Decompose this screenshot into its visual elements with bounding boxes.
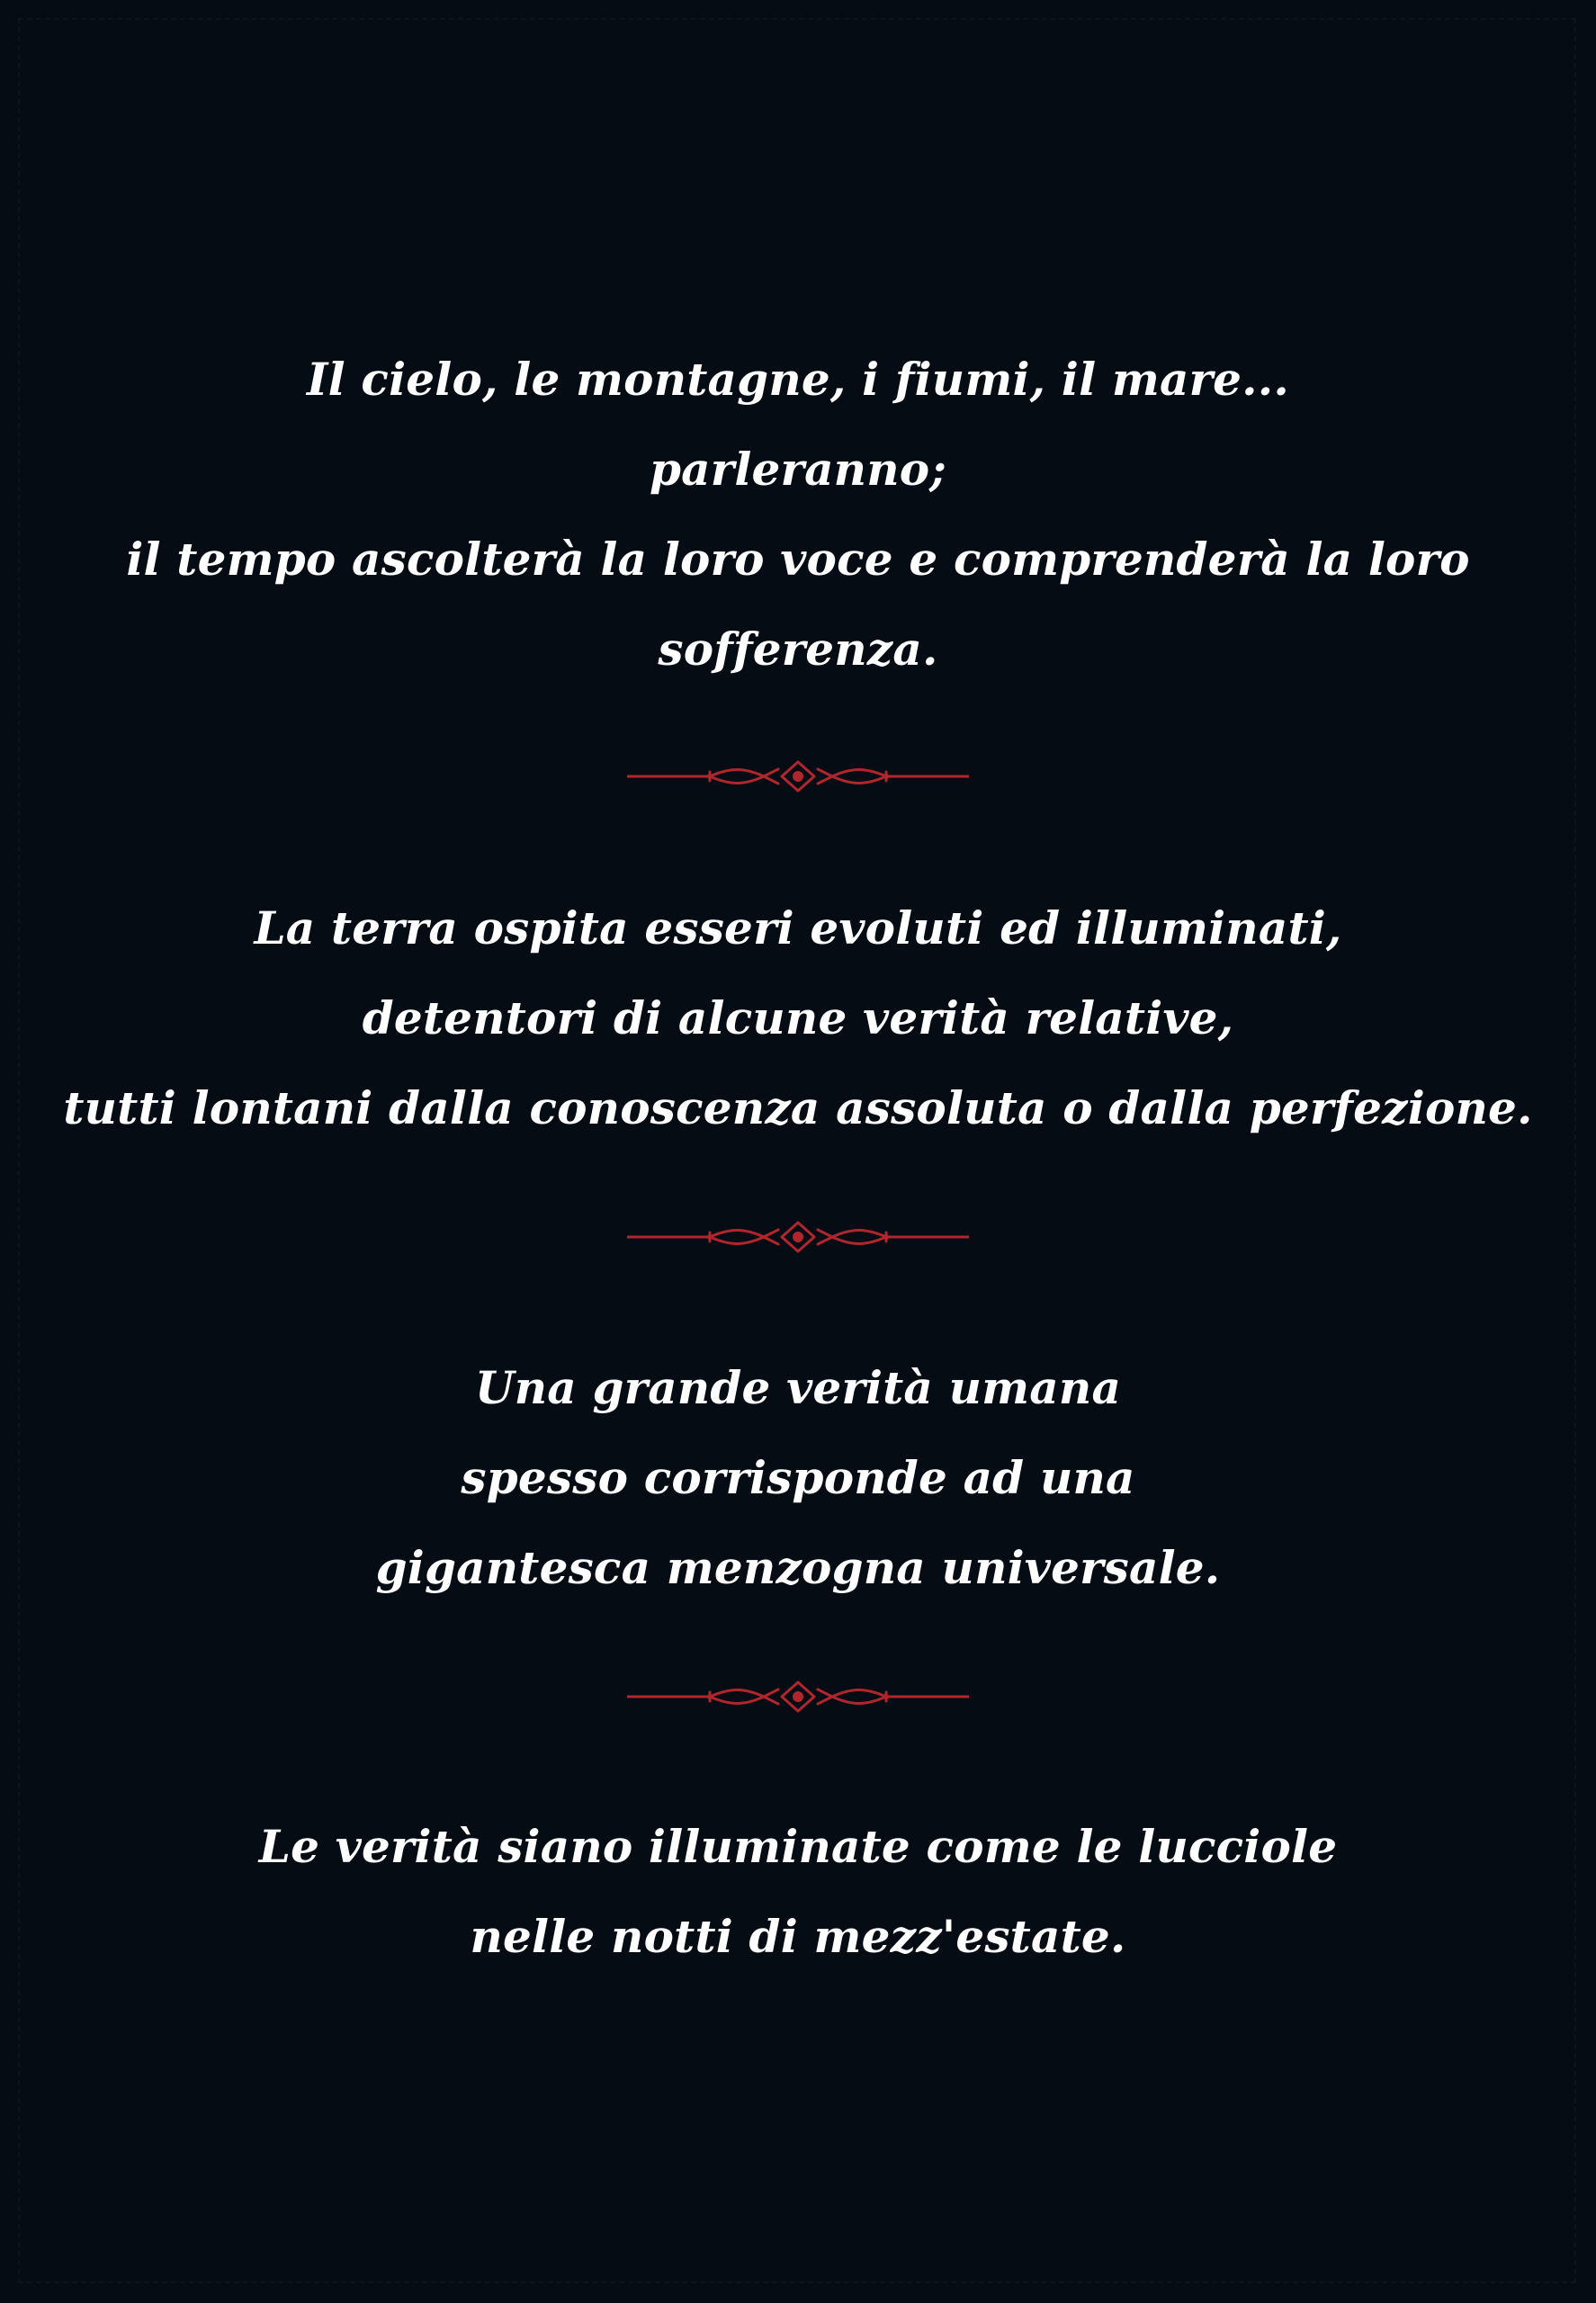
stanza-4-line-2: nelle notti di mezz'estate. (470, 1910, 1126, 1963)
stanza-3 (0, 1343, 1596, 1613)
flourish-divider-icon (627, 757, 969, 796)
flourish-divider-icon (627, 1677, 969, 1716)
stanza-3-line-3: gigantesca menzogna universale. (375, 1541, 1221, 1594)
stanza-2-line-2: detentori di alcune verità relative, (362, 991, 1234, 1044)
stanza-2-line-3: tutti lontani dalla conoscenza assoluta o dalla perfezione. (63, 1081, 1533, 1134)
stanza-2 (0, 883, 1596, 1153)
stanza-4-line-1: Le verità siano illuminate come le lucciole (258, 1820, 1338, 1873)
stanza-1-line-4: sofferenza. (658, 623, 938, 676)
stanza-1-line-3: il tempo ascolterà la loro voce e comprenderà la loro (126, 533, 1470, 586)
stanza-3-line-1: Una grande verità umana (474, 1361, 1122, 1414)
stanza-4 (0, 1802, 1596, 1982)
stanza-1-line-1: Il cielo, le montagne, i fiumi, il mare... (307, 353, 1289, 406)
stanza-3-line-2: spesso corrisponde ad una (461, 1451, 1135, 1504)
stanza-2-line-1: La terra ospita esseri evoluti ed illuminati, (254, 901, 1342, 954)
stanza-1-line-2: parleranno; (650, 443, 946, 496)
flourish-divider-icon (627, 1217, 969, 1257)
stanza-1 (0, 335, 1596, 694)
